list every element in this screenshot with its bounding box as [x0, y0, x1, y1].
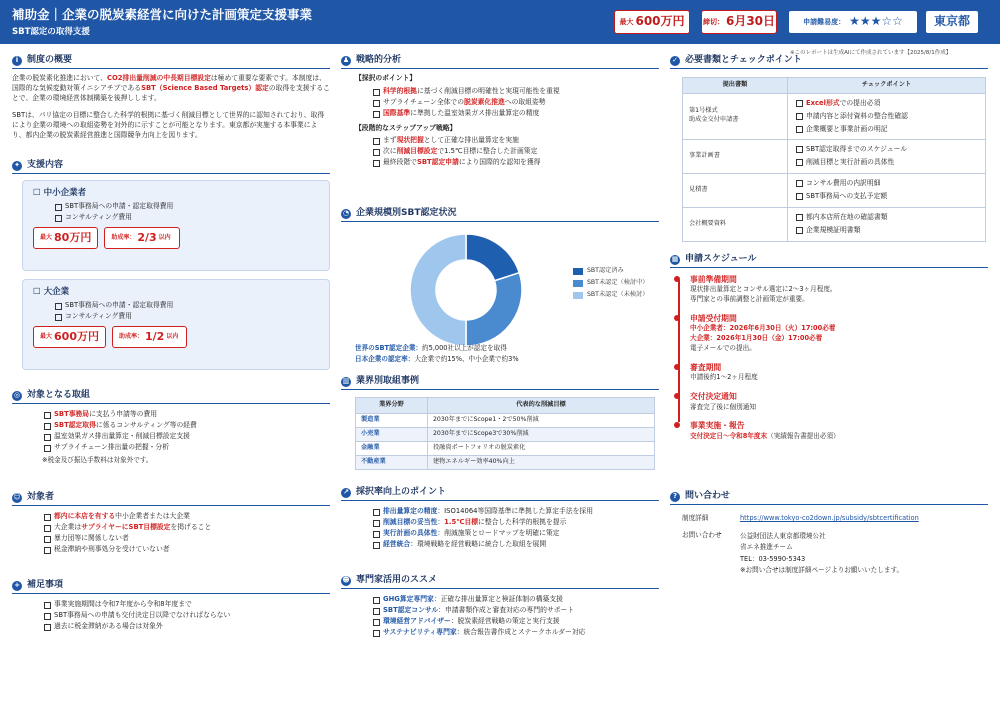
- docs-header-1: 提出書類: [683, 78, 788, 94]
- cases-header-2: 代表的な削減目標: [428, 398, 655, 414]
- targets-note: ※税金及び振込手数料は対象外です。: [42, 455, 153, 464]
- docs-row: 会社概要資料 都内本店所在地の確認書類 企業規模証明書類: [683, 207, 986, 241]
- support-section: [12, 159, 330, 370]
- strategy-step: 次に削減目標設定で1.5℃目標に整合した計画策定: [371, 146, 659, 157]
- large-list-item: コンサルティング費用: [53, 311, 319, 322]
- overview-section: [12, 54, 330, 140]
- strategy-group-1-title: 【採択のポイント】: [355, 74, 417, 83]
- strategy-point: サプライチェーン全体での脱炭素化推進への取組姿勢: [371, 97, 659, 108]
- docs-row: 見積書 コンサル費用の内訳明細 SBT事務局への支払予定額: [683, 173, 986, 207]
- strategy-point: 科学的根拠に基づく削減目標の明確性と実現可能性を重視: [371, 86, 659, 97]
- improve-item: 実行計画の具体性：削減施策とロードマップを明確に策定: [371, 528, 659, 539]
- supplement-item: 過去に税金滞納がある場合は対象外: [42, 621, 330, 632]
- contact-label-inquiry: お問い合わせ: [682, 530, 722, 539]
- checkpoint-item: 企業規模証明書類: [794, 224, 979, 237]
- checkpoint-item: 削減目標と実行計画の具体性: [794, 156, 979, 169]
- contact-table: [682, 513, 919, 578]
- expert-item: SBT認定コンサル：申請書類作成と審査対応の専門的サポート: [371, 605, 659, 616]
- target-item: SBT事務局に支払う申請等の費用: [42, 409, 330, 420]
- schedule-item: 交付決定通知 審査完了後に個別通知: [690, 391, 988, 412]
- strategy-icon: ♟: [342, 56, 350, 65]
- question-icon: ?: [670, 492, 680, 502]
- difficulty-stars: ★★★☆☆: [849, 14, 903, 29]
- docs-row: 事業計画書 SBT認定取得までのスケジュール 削減目標と実行計画の具体性: [683, 139, 986, 173]
- support-heading: ✦ 支援内容: [12, 159, 330, 174]
- legend-item: SBT未認定（検討中）: [573, 279, 648, 288]
- improve-item: 経営統合：環境戦略を経営戦略に統合した取組を展開: [371, 539, 659, 550]
- docs-table: [682, 77, 986, 242]
- docs-row: 第1号様式 助成金交付申請書 Excel形式での提出必須 申請内容と添付資料の整合性確認 企業概要と事業計画の明記: [683, 94, 986, 140]
- target-icon: ◎: [13, 391, 21, 400]
- sme-list-item: SBT事務局への申請・認定取得費用: [53, 201, 319, 212]
- region-badge: 東京都: [925, 10, 979, 34]
- overview-paragraph-2: SBTは、パリ協定の目標に整合した科学的根拠に基づく削減目標として世界的に認知されており、取得により企業の環境への取組姿勢を対外的に示すことが可能となります。東京都が実施する本事業により、都内企業の脱炭素経営推進と国際競争力向上を図ります。: [12, 110, 325, 139]
- supplement-item: 事業実施期間は令和7年度から令和8年度まで: [42, 599, 330, 610]
- schedule-timeline: [670, 274, 988, 442]
- pie-slice: [466, 234, 519, 281]
- strategy-group-2-list: [371, 135, 659, 168]
- contact-heading: ? 問い合わせ: [670, 490, 988, 505]
- cases-row: 金融業 投融資ポートフォリオの脱炭素化: [356, 442, 655, 456]
- sme-max-badge: 最大 80万円: [33, 227, 98, 249]
- checkpoint-item: 企業概要と事業計画の明記: [794, 123, 979, 136]
- supplement-heading: + 補足事項: [12, 579, 330, 594]
- overview-paragraph-1: 企業の脱炭素化推進において、CO2排出量削減の中長期目標設定は極めて重要な要素です。本制度は、国際的な気候変動対策イニシアチブであるSBT（Science Based Targets）認定の取得を支援することで、企業の環境経営体制構築を後押しします。: [12, 74, 330, 103]
- cases-table: [355, 397, 655, 470]
- sme-list-item: コンサルティング費用: [53, 212, 319, 223]
- target-item: サプライチェーン排出量の把握・分析: [42, 442, 330, 453]
- experts-heading: ☻ 専門家活用のススメ: [341, 574, 659, 589]
- info-icon: i: [12, 56, 22, 66]
- schedule-heading: ▦ 申請スケジュール: [670, 253, 988, 268]
- pie-slice: [410, 234, 466, 346]
- expert-item: GHG算定専門家：正確な排出量算定と検証体制の構築支援: [371, 594, 659, 605]
- targets-heading: ◎ 対象となる取組: [12, 389, 330, 404]
- contact-info: 公益財団法人東京都環境公社 省エネ推進チーム TEL：03-5990-5343 ※お問い合せは制度詳細ページよりお願いいたします。: [740, 531, 904, 575]
- pie-chart: [396, 225, 536, 355]
- targets-list: [42, 409, 330, 453]
- strategy-group-2-title: 【段階的なステップアップ戦略】: [355, 123, 457, 132]
- docs-header-2: チェックポイント: [788, 78, 986, 94]
- supplement-item: SBT事務局への申請も交付決定日以降でなければならない: [42, 610, 330, 621]
- checkpoint-item: SBT事務局への支払予定額: [794, 190, 979, 203]
- contact-section: [670, 490, 988, 578]
- large-list-item: SBT事務局への申請・認定取得費用: [53, 300, 319, 311]
- eligible-item: 都内に本店を有する中小企業者または大企業: [42, 511, 330, 522]
- schedule-item: 申請受付期間 中小企業者：2026年6月30日（火）17:00必着 大企業：2026年1月30日（金）17:00必着 電子メールでの提出。: [690, 313, 988, 354]
- eligible-item: 税金滞納や刑事処分を受けていない者: [42, 544, 330, 555]
- docs-heading: ✓ 必要書類とチェックポイント: [670, 54, 988, 69]
- clipboard-icon: ✓: [670, 56, 680, 66]
- improve-list: [371, 506, 659, 550]
- docs-section: [670, 54, 988, 242]
- large-list: [53, 300, 319, 322]
- checkpoint-item: コンサル費用の内訳明細: [794, 177, 979, 190]
- cases-section: [341, 375, 659, 470]
- max-amount-badge: 最大 600万円: [614, 10, 690, 34]
- contact-label-detail: 制度詳細: [682, 514, 709, 523]
- eligible-section: [12, 491, 330, 555]
- page-subtitle: SBT認定の取得支援: [12, 27, 90, 37]
- building-icon: ▥: [342, 377, 350, 386]
- calendar-icon: ▦: [671, 255, 679, 264]
- targets-section: [12, 389, 330, 465]
- expert-item: サステナビリティ専門家：統合報告書作成とステークホルダー対応: [371, 627, 659, 638]
- chart-heading: ◔ 企業規模別SBT認定状況: [341, 207, 659, 222]
- page-title: 補助金｜企業の脱炭素経営に向けた計画策定支援事業: [12, 7, 313, 22]
- chart-up-icon: ↗: [341, 488, 351, 498]
- strategy-heading: ♟ 戦略的分析: [341, 54, 659, 69]
- experts-list: [371, 594, 659, 638]
- checkpoint-item: 申請内容と添付資料の整合性確認: [794, 110, 979, 123]
- large-box: [22, 279, 330, 370]
- strategy-step: まず現状把握として正確な排出量算定を実施: [371, 135, 659, 146]
- eligible-heading: ☺ 対象者: [12, 491, 330, 506]
- legend-item: SBT認定済み: [573, 267, 648, 276]
- supplement-section: [12, 579, 330, 632]
- expert-item: 環境経営アドバイザー：脱炭素経営戦略の策定と実行支援: [371, 616, 659, 627]
- checkpoint-item: Excel形式での提出必須: [794, 97, 979, 110]
- schedule-item: 事前準備期間 現状排出量算定とコンサル選定に2〜3ヶ月程度。 専門家との事前調整と計画策定が重要。: [690, 274, 988, 305]
- cases-header-1: 業界分野: [356, 398, 428, 414]
- generated-note: ※このレポートは生成AIにて作成されています【2025/8/1作成】: [790, 50, 952, 56]
- target-item: SBT認定取得に係るコンサルティング等の経費: [42, 420, 330, 431]
- cases-row: 不動産業 建物エネルギー効率40%向上: [356, 455, 655, 469]
- sme-title: ☐ 中小企業者: [33, 188, 87, 199]
- improve-section: [341, 486, 659, 550]
- detail-link[interactable]: https://www.tokyo-co2down.jp/subsidy/sbtcertification: [740, 514, 919, 523]
- sme-rate-badge: 助成率： 2/3 以内: [104, 227, 179, 249]
- eligible-list: [42, 511, 330, 555]
- chart-section: [341, 207, 659, 363]
- difficulty-badge: 申請難易度： ★★★☆☆: [788, 10, 918, 34]
- legend-item: SBT未認定（未検討）: [573, 291, 648, 300]
- pie-slice: [466, 273, 522, 346]
- schedule-item: 審査期間 申請後約1〜2ヶ月程度: [690, 362, 988, 383]
- chart-legend: [573, 267, 648, 303]
- handshake-icon: ✦: [12, 161, 22, 171]
- strategy-section: [341, 54, 659, 168]
- overview-heading: i 制度の概要: [12, 54, 330, 69]
- improve-heading: ↗ 採択率向上のポイント: [341, 486, 659, 501]
- cases-heading: ▥ 業界別取組事例: [341, 375, 659, 390]
- improve-item: 排出量算定の精度：ISO14064等国際基準に準拠した算定手法を採用: [371, 506, 659, 517]
- large-rate-badge: 助成率： 1/2 以内: [112, 326, 187, 348]
- strategy-step: 最終段階でSBT認定申請により国際的な認知を獲得: [371, 157, 659, 168]
- cases-row: 小売業 2030年までにScope3で30%削減: [356, 428, 655, 442]
- eligible-item: 暴力団等に関係しない者: [42, 533, 330, 544]
- experts-section: [341, 574, 659, 638]
- plus-icon: +: [12, 581, 22, 591]
- checkpoint-item: 都内本店所在地の確認書類: [794, 211, 979, 224]
- cases-row: 製造業 2030年までにScope1・2で50%削減: [356, 414, 655, 428]
- header-bar: [0, 0, 1000, 44]
- sme-box: [22, 180, 330, 271]
- large-max-badge: 最大 600万円: [33, 326, 106, 348]
- people-icon: ☺: [13, 493, 21, 502]
- schedule-item: 事業実施・報告 交付決定日〜令和8年度末（実績報告書提出必須）: [690, 420, 988, 441]
- improve-item: 削減目標の妥当性：1.5℃目標に整合した科学的根拠を提示: [371, 517, 659, 528]
- strategy-point: 国際基準に準拠した温室効果ガス排出量算定の精度: [371, 108, 659, 119]
- checkpoint-item: SBT認定取得までのスケジュール: [794, 143, 979, 156]
- deadline-badge: 締切： 6月30日: [701, 10, 777, 34]
- eligible-item: 大企業はサプライヤーにSBT目標設定を掲げること: [42, 522, 330, 533]
- schedule-section: [670, 253, 988, 450]
- chart-caption-1: 世界のSBT認定企業：約5,000社以上が認定を取得: [355, 344, 507, 352]
- supplement-list: [42, 599, 330, 632]
- sme-list: [53, 201, 319, 223]
- large-title: ☐ 大企業: [33, 287, 70, 298]
- target-item: 温室効果ガス排出量算定・削減目標設定支援: [42, 431, 330, 442]
- pie-icon: ◔: [342, 209, 350, 218]
- chart-caption-2: 日本企業の認定率：大企業で約15%、中小企業で約3%: [355, 355, 519, 363]
- strategy-group-1-list: [371, 86, 659, 119]
- expert-icon: ☻: [342, 576, 350, 585]
